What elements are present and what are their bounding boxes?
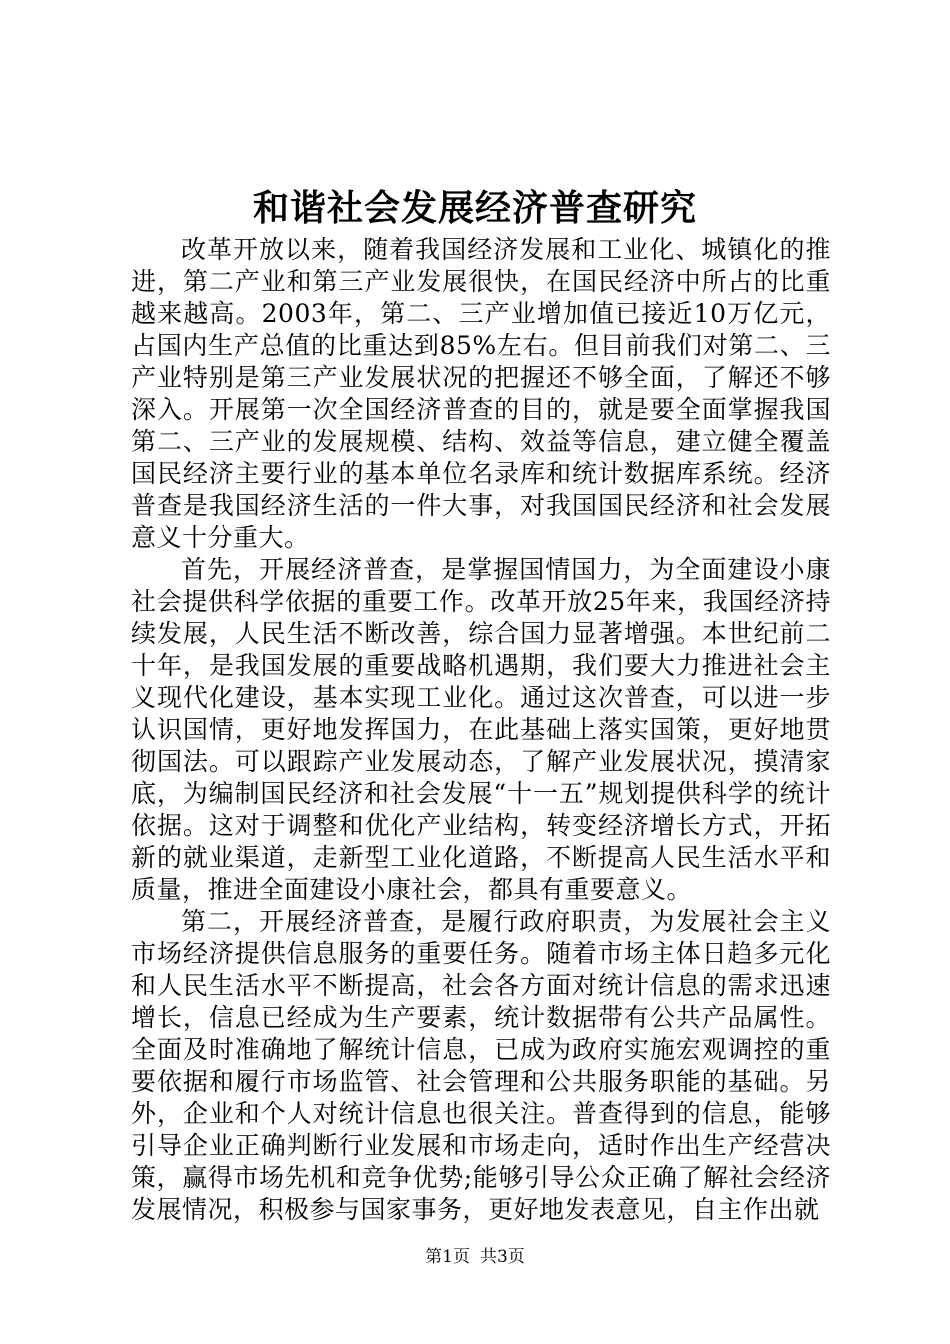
paragraph-first: 首先，开展经济普查，是掌握国情国力，为全面建设小康社会提供科学依据的重要工作。改革开放25年来，我国经济持续发展，人民生活不断改善，综合国力显著增强。本世纪前二十年，是我国发展的重要战略机遇期，我们要大力推进社会主义现代化建设，基本实现工业化。通过这次普查，可以进一步认识国情，更好地发挥国力，在此基础上落实国策，更好地贯彻国法。可以跟踪产业发展动态，了解产业发展状况，摸清家底，为编制国民经济和社会发展“十一五”规划提供科学的统计依据。这对于调整和优化产业结构，转变经济增长方式，开拓新的就业渠道，走新型工业化道路，不断提高人民生活水平和质量，推进全面建设小康社会，都具有重要意义。 bbox=[131, 555, 831, 904]
document-body bbox=[131, 234, 831, 1226]
document-title: 和谐社会发展经济普查研究 bbox=[252, 188, 697, 229]
paragraph-second: 第二，开展经济普查，是履行政府职责，为发展社会主义市场经济提供信息服务的重要任务。随着市场主体日趋多元化和人民生活水平不断提高，社会各方面对统计信息的需求迅速增长，信息已经成为生产要素，统计数据带有公共产品属性。全面及时准确地了解统计信息，已成为政府实施宏观调控的重要依据和履行市场监管、社会管理和公共服务职能的基础。另外，企业和个人对统计信息也很关注。普查得到的信息，能够引导企业正确判断行业发展和市场走向，适时作出生产经营决策，赢得市场先机和竞争优势;能够引导公众正确了解社会经济发展情况，积极参与国家事务，更好地发表意见，自主作出就 bbox=[131, 907, 831, 1224]
paragraph-intro: 改革开放以来，随着我国经济发展和工业化、城镇化的推进，第二产业和第三产业发展很快，在国民经济中所占的比重越来越高。2003年，第二、三产业增加值已接近10万亿元，占国内生产总值的比重达到85%左右。但目前我们对第二、三产业特别是第三产业发展状况的把握还不够全面，了解还不够深入。开展第一次全国经济普查的目的，就是要全面掌握我国第二、三产业的发展规模、结构、效益等信息，建立健全覆盖国民经济主要行业的基本单位名录库和统计数据库系统。经济普查是我国经济生活的一件大事，对我国国民经济和社会发展意义十分重大。 bbox=[131, 235, 831, 552]
page-total: 共3页 bbox=[480, 1247, 525, 1267]
page-footer bbox=[0, 1245, 950, 1269]
page-number: 第1页 bbox=[425, 1247, 470, 1267]
